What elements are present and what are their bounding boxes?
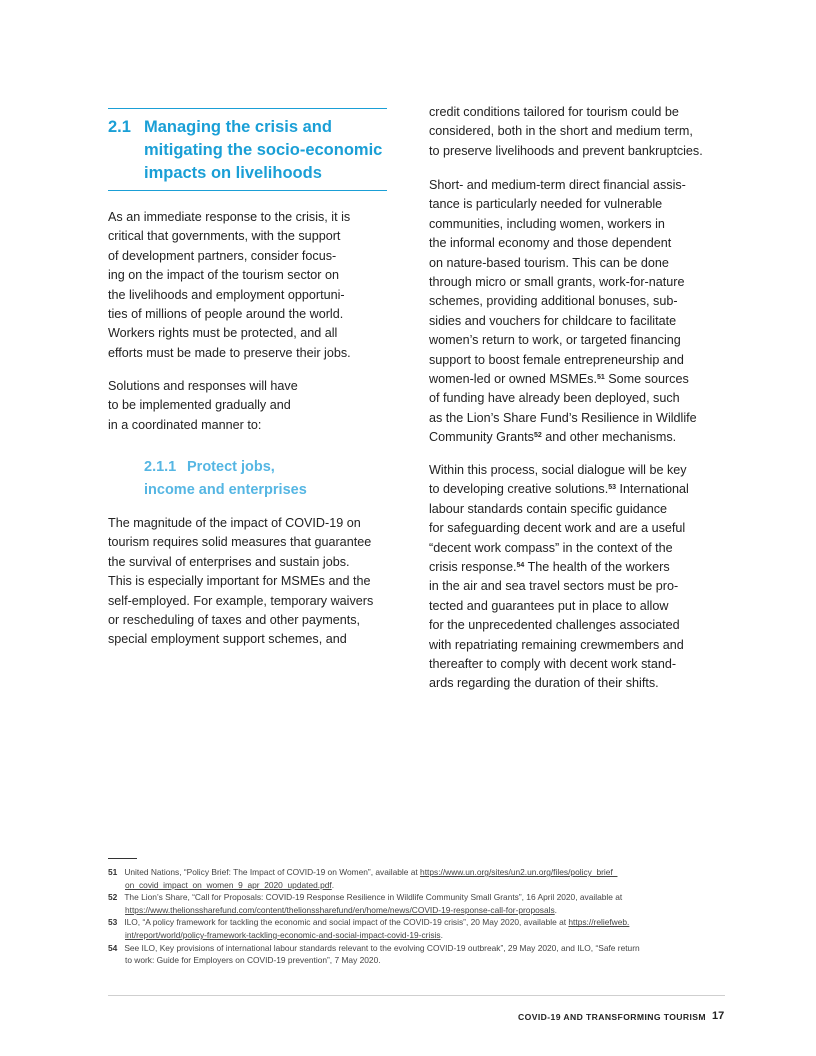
text-line: ing on the impact of the tourism sector on xyxy=(108,268,340,283)
text-line: Short- and medium-term direct financial assis- xyxy=(429,178,686,192)
text-line: ards regarding the duration of their shifts. xyxy=(429,676,659,691)
text-line: on nature-based tourism. This can be done xyxy=(429,255,669,270)
text-line: to be implemented gradually and xyxy=(108,398,291,413)
footnote-number: 53 xyxy=(108,917,118,928)
section-title-line-3: impacts on livelihoods xyxy=(144,164,322,182)
footnote-ref-52[interactable]: 52 xyxy=(533,432,542,440)
footnote-link[interactable]: on_covid_impact_on_women_9_apr_2020_updated.pdf xyxy=(125,879,332,890)
text-line: sidies and vouchers for childcare to facilitate xyxy=(429,313,677,328)
footnote-number: 54 xyxy=(108,942,118,953)
text-span: crisis response. xyxy=(429,560,517,574)
text-line: efforts must be made to preserve their jobs. xyxy=(108,345,351,360)
footnote-ref-51[interactable]: 51 xyxy=(596,374,605,381)
section-title-line-2: mitigating the socio-economic xyxy=(144,141,383,159)
text-span: International xyxy=(616,482,689,497)
subsection-title-line-2: income and enterprises xyxy=(144,482,307,498)
text-line: communities, including women, workers in xyxy=(429,216,665,231)
footer-title: COVID-19 AND TRANSFORMING TOURISM xyxy=(518,1012,706,1022)
text-line: This is especially important for MSMEs and the xyxy=(108,574,371,589)
text-line: the informal economy and those dependent xyxy=(429,236,672,251)
footnote-text: The Lion’s Share, “Call for Proposals: COVID-19 Response Resilience in Wildlife Community Small Grants”, 16 April 2020, available at xyxy=(124,892,623,903)
text-line xyxy=(429,480,689,499)
footer-rule xyxy=(108,995,725,996)
text-line: the livelihoods and employment opportuni- xyxy=(108,287,345,302)
footnote-ref-54[interactable]: 54 xyxy=(516,562,525,569)
text-line: through micro or small grants, work-for-nature xyxy=(429,275,685,289)
page-number: 17 xyxy=(712,1010,725,1022)
text-line: tourism requires solid measures that guarantee xyxy=(108,535,372,550)
text-line: as the Lion’s Share Fund’s Resilience in Wildlife xyxy=(429,410,697,425)
text-line xyxy=(429,428,676,447)
heading-top-rule xyxy=(108,108,387,109)
footnote-text: . xyxy=(331,879,335,890)
footnote-text: to work: Guide for Employers on COVID-19 prevention”, 7 May 2020. xyxy=(125,955,381,966)
text-span: The health of the workers xyxy=(524,560,670,574)
footnote-52-line-2 xyxy=(125,904,557,917)
footnote-number: 52 xyxy=(108,892,118,903)
text-line: or rescheduling of taxes and other payments, xyxy=(108,613,361,627)
subsection-title-line-1: Protect jobs, xyxy=(187,459,275,475)
text-line: The magnitude of the impact of COVID-19 on xyxy=(108,516,361,530)
footnote-rule xyxy=(108,858,137,859)
text-line: to preserve livelihoods and prevent bankruptcies. xyxy=(429,143,703,158)
footnote-text: . xyxy=(440,930,443,940)
footnote-link[interactable]: int/report/world/policy-framework-tackling-economic-and-social-impact-covid-19-crisis xyxy=(125,930,441,940)
text-line: women’s return to work, or targeted financing xyxy=(429,333,681,348)
text-span: and other mechanisms. xyxy=(541,430,677,445)
footnote-number: 51 xyxy=(108,867,118,877)
text-span: to developing creative solutions. xyxy=(429,482,609,497)
footnote-51-line-2 xyxy=(125,879,334,892)
text-line xyxy=(429,558,670,577)
text-line: schemes, providing additional bonuses, sub- xyxy=(429,294,678,309)
section-title-line-1: Managing the crisis and xyxy=(144,118,332,136)
section-number: 2.1 xyxy=(108,118,131,136)
heading-bottom-rule xyxy=(108,190,387,191)
footnote-53-line-1 xyxy=(108,916,629,929)
text-span: Community Grants xyxy=(429,430,534,445)
footnote-link[interactable]: https://reliefweb. xyxy=(568,917,630,928)
text-line: for the unprecedented challenges associated xyxy=(429,618,680,633)
footnote-text: United Nations, “Policy Brief: The Impact of COVID-19 on Women”, available at xyxy=(124,867,421,877)
footnote-text: ILO, “A policy framework for tackling the economic and social impact of the COVID-19 crisis”, 20 May 2020, available at xyxy=(124,917,569,928)
text-line: the survival of enterprises and sustain jobs. xyxy=(108,554,350,569)
footnote-link[interactable]: https://www.un.org/sites/un2.un.org/files/policy_brief_ xyxy=(420,867,618,877)
footnote-54-line-1 xyxy=(108,942,640,955)
text-line: Workers rights must be protected, and all xyxy=(108,326,338,341)
text-line: ties of millions of people around the world. xyxy=(108,307,344,321)
footnote-link[interactable]: https://www.thelionssharefund.com/content/thelionssharefund/en/home/news/COVID-19-response-call-for-proposals xyxy=(125,904,555,915)
text-line: Solutions and responses will have xyxy=(108,379,298,393)
text-line xyxy=(429,370,689,389)
text-span: Some sources xyxy=(604,372,689,386)
text-line: tance is particularly needed for vulnerable xyxy=(429,197,663,212)
text-line: Within this process, social dialogue will be key xyxy=(429,463,687,477)
text-line: credit conditions tailored for tourism could be xyxy=(429,105,679,119)
text-line: of funding have already been deployed, such xyxy=(429,391,680,406)
text-line: in the air and sea travel sectors must be pro- xyxy=(429,579,679,594)
text-line: for safeguarding decent work and are a useful xyxy=(429,521,686,536)
footnote-text: See ILO, Key provisions of international labour standards relevant to the evolving COVID-19 outbreak”, 29 May 2020, and ILO, “Safe return xyxy=(124,942,640,953)
footnote-ref-53[interactable]: 53 xyxy=(608,484,617,492)
text-line: tected and guarantees put in place to allow xyxy=(429,598,669,613)
text-line: critical that governments, with the support xyxy=(108,229,341,244)
text-line: with repatriating remaining crewmembers and xyxy=(429,637,684,652)
subsection-number: 2.1.1 xyxy=(144,459,177,475)
text-line: of development partners, consider focus- xyxy=(108,248,337,263)
text-line: support to boost female entrepreneurship and xyxy=(429,352,684,367)
footnote-53-line-2 xyxy=(125,929,443,942)
text-span: women-led or owned MSMEs. xyxy=(429,372,597,386)
text-line: special employment support schemes, and xyxy=(108,632,347,647)
footnote-51-line-1 xyxy=(108,866,617,879)
text-line: considered, both in the short and medium term, xyxy=(429,124,693,139)
text-line: self-employed. For example, temporary waivers xyxy=(108,593,374,608)
text-line: labour standards contain specific guidance xyxy=(429,501,668,516)
footnote-54-line-2 xyxy=(125,954,381,967)
text-line: “decent work compass” in the context of the xyxy=(429,540,673,555)
footnote-text: . xyxy=(554,904,557,915)
footnote-52-line-1 xyxy=(108,891,622,904)
text-line: thereafter to comply with decent work stand- xyxy=(429,657,677,671)
text-line: in a coordinated manner to: xyxy=(108,417,262,432)
text-line: As an immediate response to the crisis, it is xyxy=(108,210,351,224)
